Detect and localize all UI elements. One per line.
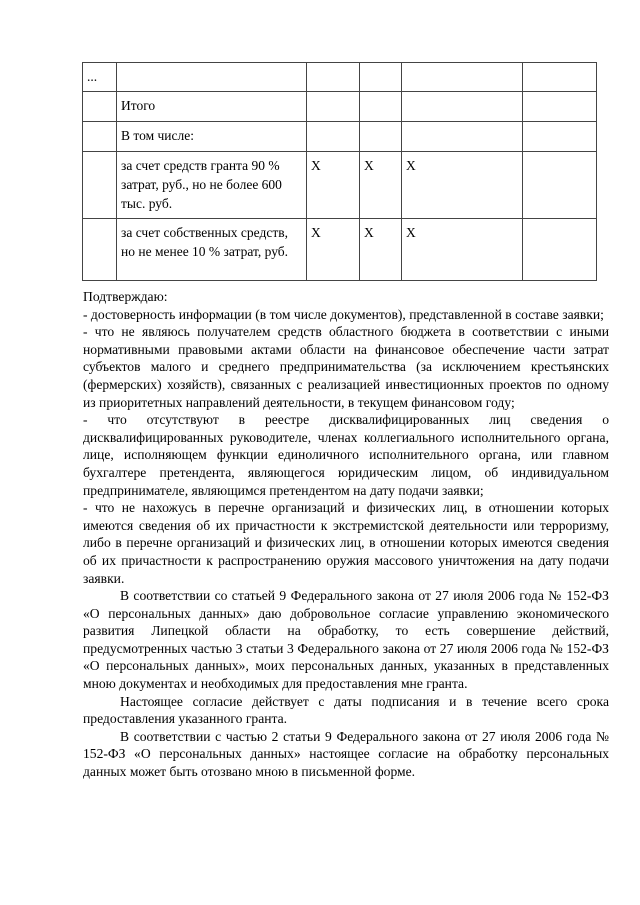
table-cell	[523, 122, 597, 152]
consent-paragraph: В соответствии со статьей 9 Федерального закона от 27 июля 2006 года № 152-ФЗ «О персональных данных» даю добровольное согласие управлению экономического развития Липецкой области на обработку, то есть совершение действий, предусмотренных частью 3 статьи 3 Федерального закона от 27 июля 2006 года № 152-ФЗ «О персональных данных», моих персональных данных, указанных в представленных мною документах и необходимых для предоставления мне гранта.	[83, 588, 609, 692]
document-body	[83, 288, 609, 781]
table-row	[83, 92, 597, 122]
confirm-item-not-extremist: - что не нахожусь в перечне организаций и физических лиц, в отношении которых имеются сведения об их причастности к экстремистской деятельности или терроризму, либо в перечне организаций и физических лиц, в отношении которых имеются сведения об их причастности к распространению оружия массового уничтожения на дату подачи заявки.	[83, 500, 609, 586]
table-cell: Х	[307, 219, 360, 281]
confirm-item-no-disqualified: - что отсутствуют в реестре дисквалифицированных лиц сведения о дисквалифицированных руководителе, членах коллегиального исполнительного органа, лице, исполняющем функции единоличного исполнительного органа, или главном бухгалтере претендента, являющегося юридическим лицом, об индивидуальном предпринимателе, являющимся претендентом на дату подачи заявки;	[83, 412, 609, 498]
confirm-item-accuracy: - достоверность информации (в том числе документов), представленной в составе заявки;	[83, 306, 604, 322]
table-cell	[402, 63, 523, 92]
table-cell	[523, 92, 597, 122]
table-cell	[523, 219, 597, 281]
confirm-heading: Подтверждаю:	[83, 289, 168, 304]
row-name-cell: В том числе:	[117, 122, 307, 152]
table-cell	[307, 63, 360, 92]
table-row	[83, 63, 597, 92]
budget-table	[82, 62, 597, 281]
table-cell	[360, 63, 402, 92]
confirm-item-not-recipient: - что не являюсь получателем средств областного бюджета в соответствии с иными нормативными правовыми актами области на финансовое обеспечение части затрат субъектов малого и среднего предпринимательства (за исключением крестьянских (фермерских) хозяйств), связанных с реализацией инвестиционных проектов по одному из приоритетных направлений деятельности, в текущем финансовом году;	[83, 324, 609, 410]
row-name-cell: за счет средств гранта 90 % затрат, руб., но не более 600 тыс. руб.	[117, 152, 307, 219]
table-row	[83, 219, 597, 281]
table-cell: Х	[307, 152, 360, 219]
row-number-cell: ...	[83, 63, 117, 92]
row-number-cell	[83, 122, 117, 152]
table-cell	[402, 92, 523, 122]
row-number-cell	[83, 92, 117, 122]
table-cell	[307, 92, 360, 122]
row-name-cell: Итого	[117, 92, 307, 122]
consent-duration-paragraph: Настоящее согласие действует с даты подписания и в течение всего срока предоставления указанного гранта.	[83, 693, 609, 727]
table-cell: Х	[360, 219, 402, 281]
consent-withdrawal-paragraph: В соответствии с частью 2 статьи 9 Федерального закона от 27 июля 2006 года № 152-ФЗ «О персональных данных» настоящее согласие на обработку персональных данных может быть отозвано мною в письменной форме.	[83, 728, 609, 780]
row-number-cell	[83, 152, 117, 219]
table-row	[83, 122, 597, 152]
table-cell: Х	[402, 152, 523, 219]
row-name-cell: за счет собственных средств, но не менее 10 % затрат, руб.	[117, 219, 307, 281]
row-number-cell	[83, 219, 117, 281]
table-cell	[523, 63, 597, 92]
table-cell: Х	[360, 152, 402, 219]
table-cell	[402, 122, 523, 152]
table-cell	[360, 122, 402, 152]
row-name-cell	[117, 63, 307, 92]
table-row	[83, 152, 597, 219]
table-cell	[360, 92, 402, 122]
table-cell	[523, 152, 597, 219]
table-cell	[307, 122, 360, 152]
table-cell: Х	[402, 219, 523, 281]
